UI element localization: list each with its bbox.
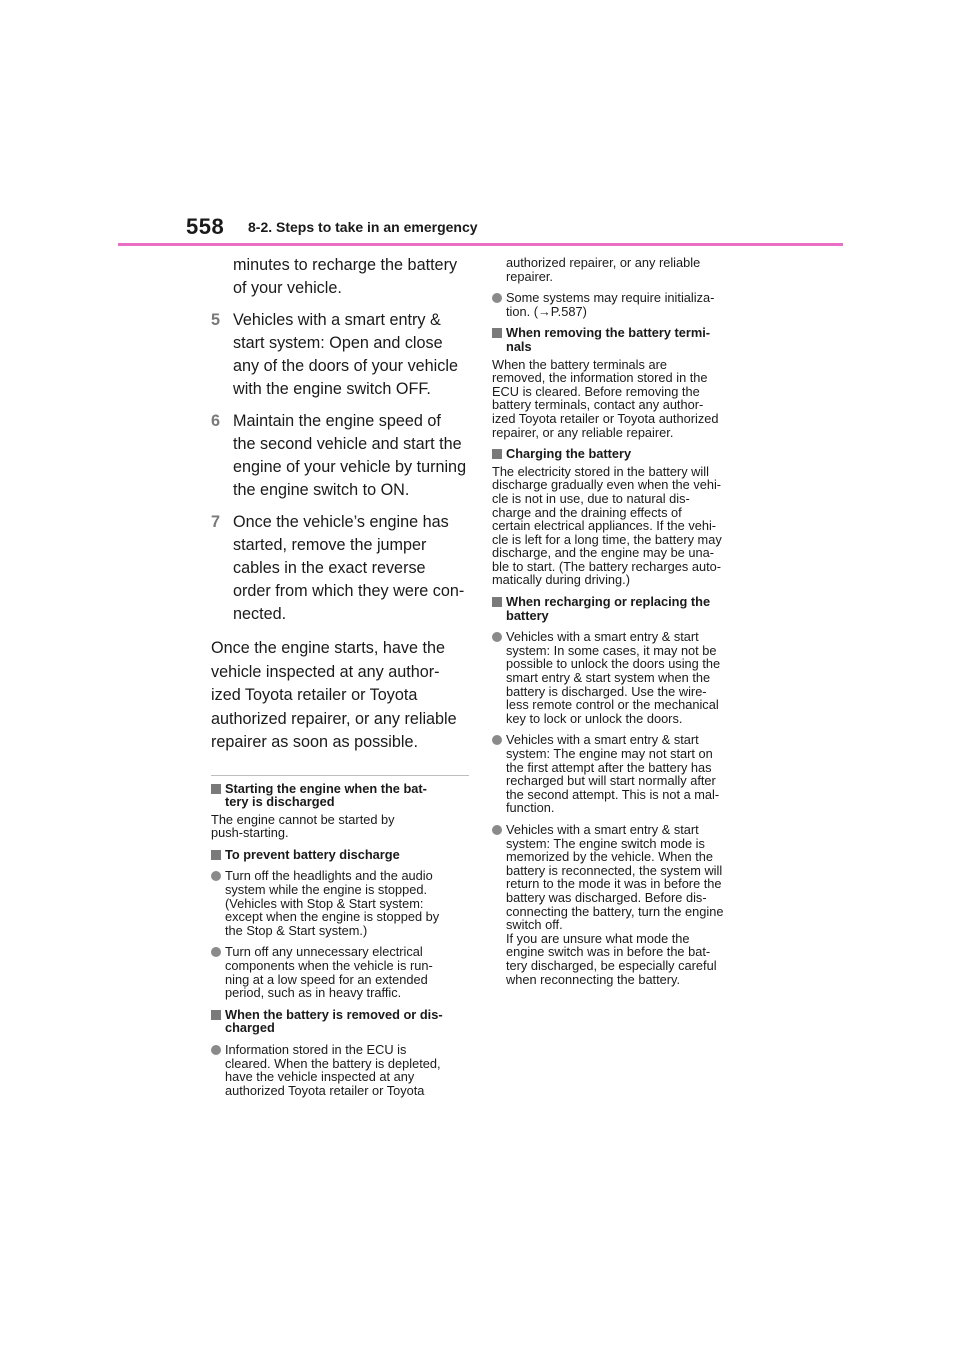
text-line: ized Toyota retailer or Toyota authorized [492,410,719,426]
square-bullet-icon [211,1010,221,1020]
text-line: If you are unsure what mode the [506,930,690,946]
text-line: started, remove the jumper [233,536,427,554]
text-line: repairer, or any reliable repairer. [492,424,674,440]
text-line: with the engine switch OFF. [233,380,431,398]
text-line: engine of your vehicle by turning [233,458,467,476]
text-line: nals [506,338,532,354]
left-column [211,250,471,1097]
text-line: battery [506,607,549,623]
note-heading [492,447,754,461]
page-number: 558 [186,214,225,239]
text-line: smart entry & start system when the [506,670,711,686]
section-title: 8-2. Steps to take in an emergency [248,219,478,235]
text-line: system: The engine may not start on [506,746,713,761]
text-line: possible to unlock the doors using the [506,656,721,672]
text-line: Maintain the engine speed of [233,412,441,430]
text-line: have the vehicle inspected at any [225,1069,415,1085]
text-line: when reconnecting the battery. [506,971,681,987]
text-line: system while the engine is stopped. [225,882,428,898]
step-number: 6 [211,412,221,430]
text-line: vehicle inspected at any author- [211,662,440,681]
square-bullet-icon [211,784,221,794]
note-bullet [492,823,754,986]
text-line: ECU is cleared. Before removing the [492,383,700,399]
text-line: engine switch was in before the bat- [506,944,711,960]
text-line: Turn off any unnecessary electrical [225,944,423,960]
text-line: order from which they were con- [233,582,465,600]
note-text [492,465,754,587]
text-line: When recharging or replacing the [506,594,711,610]
text-line: Information stored in the ECU is [225,1042,407,1057]
text-line: charge and the draining effects of [492,504,682,520]
text-line: start system: Open and close [233,334,443,352]
circle-bullet-icon [492,825,502,835]
text-line: (Vehicles with Stop & Start system: [225,895,424,911]
text-line: ized Toyota retailer or Toyota [211,686,418,704]
text-line: connecting the battery, turn the engine [506,903,724,919]
text-line: system: In some cases, it may not be [506,642,717,658]
text-line: function. [506,800,555,816]
text-line: ning at a low speed for an extended [225,971,428,987]
text-line: When removing the battery termi- [506,325,711,341]
note-heading [492,595,754,622]
circle-bullet-icon [211,1045,221,1055]
text-line: return to the mode it was in before the [506,876,722,892]
text-line: repairer. [506,268,553,284]
text-line: cleared. When the battery is depleted, [225,1055,441,1071]
text-line: system: The engine switch mode is [506,835,705,851]
text-line: the Stop & Start system.) [225,922,368,938]
note-heading [211,1008,471,1035]
text-line: cables in the exact reverse [233,559,426,577]
circle-bullet-icon [211,947,221,957]
text-line: Vehicles with a smart entry & start [506,732,699,748]
section-divider [211,775,469,776]
text-line: discharge, and the engine may be una- [492,545,714,561]
text-line: Once the vehicle’s engine has [233,513,449,531]
text-line: authorized repairer, or any reliable [211,709,457,728]
text-line: the first attempt after the battery has [506,759,712,775]
text-line: Vehicles with a smart entry & [233,311,441,329]
text-line: Some systems may require initializa- [506,290,715,306]
text-line: charged [225,1020,275,1036]
square-bullet-icon [492,449,502,459]
note-text [211,813,471,840]
text-line: except when the engine is stopped by [225,909,440,925]
text-line: certain electrical appliances. If the vehi- [492,518,717,534]
text-line: less remote control or the mechanical [506,697,719,713]
text-line: of your vehicle. [233,279,342,297]
text-line: key to lock or unlock the doors. [506,710,683,726]
continued-step-text [211,254,471,300]
note-heading [211,782,471,809]
text-line: recharged but will start normally after [506,773,716,789]
note-bullet [492,733,754,815]
continued-bullet-text [492,256,754,283]
note-text [492,358,754,440]
step-number: 5 [211,311,221,329]
text-line: minutes to recharge the battery [233,256,458,274]
text-line: matically during driving.) [492,572,630,588]
text-line: The electricity stored in the battery will [492,463,709,479]
text-line: battery was discharged. Before dis- [506,889,707,905]
text-line: components when the vehicle is run- [225,958,433,974]
text-line: Vehicles with a smart entry & start [506,821,699,837]
text-line: the second vehicle and start the [233,435,462,453]
text-line: discharge gradually even when the vehi- [492,477,722,493]
note-heading [211,848,471,862]
note-heading [492,326,754,353]
text-line: Vehicles with a smart entry & start [506,629,699,645]
text-line: push-starting. [211,825,289,841]
note-bullet [211,1043,471,1097]
note-bullet [492,630,754,725]
square-bullet-icon [211,850,221,860]
step-number: 7 [211,513,221,531]
text-line: memorized by the vehicle. When the [506,849,713,865]
circle-bullet-icon [492,293,502,303]
text-line: the second attempt. This is not a mal- [506,786,720,802]
text-line: Starting the engine when the bat- [225,780,427,796]
text-line: the engine switch to ON. [233,481,410,499]
text-line: When the battery terminals are [492,356,667,372]
text-line: period, such as in heavy traffic. [225,985,402,1001]
circle-bullet-icon [492,632,502,642]
text-line: removed, the information stored in the [492,370,708,386]
text-line: cle is not in use, due to natural dis- [492,490,690,506]
step-5 [211,309,471,401]
circle-bullet-icon [492,735,502,745]
text-line: battery is reconnected, the system will [506,862,723,878]
note-bullet [211,945,471,999]
text-line: cle is left for a long time, the battery may [492,531,722,547]
text-line: Charging the battery [506,446,632,462]
step-7 [211,511,471,626]
page-reference-link[interactable]: tion. (→P.587) [506,303,587,319]
text-line: battery terminals, contact any author- [492,397,704,413]
text-line: To prevent battery discharge [225,846,400,862]
text-line: Once the engine starts, have the [211,639,445,657]
text-line: switch off. [506,917,563,933]
note-bullet [211,869,471,937]
text-line: nected. [233,605,287,623]
text-line: authorized repairer, or any reliable [506,255,701,270]
text-line: ble to start. (The battery recharges auto- [492,558,722,574]
step-6 [211,410,471,502]
text-line: battery is discharged. Use the wire- [506,683,707,699]
text-line: tery discharged, be especially careful [506,957,717,973]
text-line: authorized Toyota retailer or Toyota [225,1082,425,1098]
square-bullet-icon [492,597,502,607]
text-line: any of the doors of your vehicle [233,357,458,375]
text-line: When the battery is removed or dis- [225,1006,443,1022]
page-header [0,0,960,250]
note-bullet [492,291,754,318]
text-line: Turn off the headlights and the audio [225,868,433,884]
header-rule [118,243,843,246]
text-line: The engine cannot be started by [211,811,395,827]
text-line: tery is discharged [225,794,335,810]
text-line: repairer as soon as possible. [211,733,418,751]
closing-paragraph [211,637,471,755]
right-column [492,256,754,986]
square-bullet-icon [492,328,502,338]
circle-bullet-icon [211,871,221,881]
